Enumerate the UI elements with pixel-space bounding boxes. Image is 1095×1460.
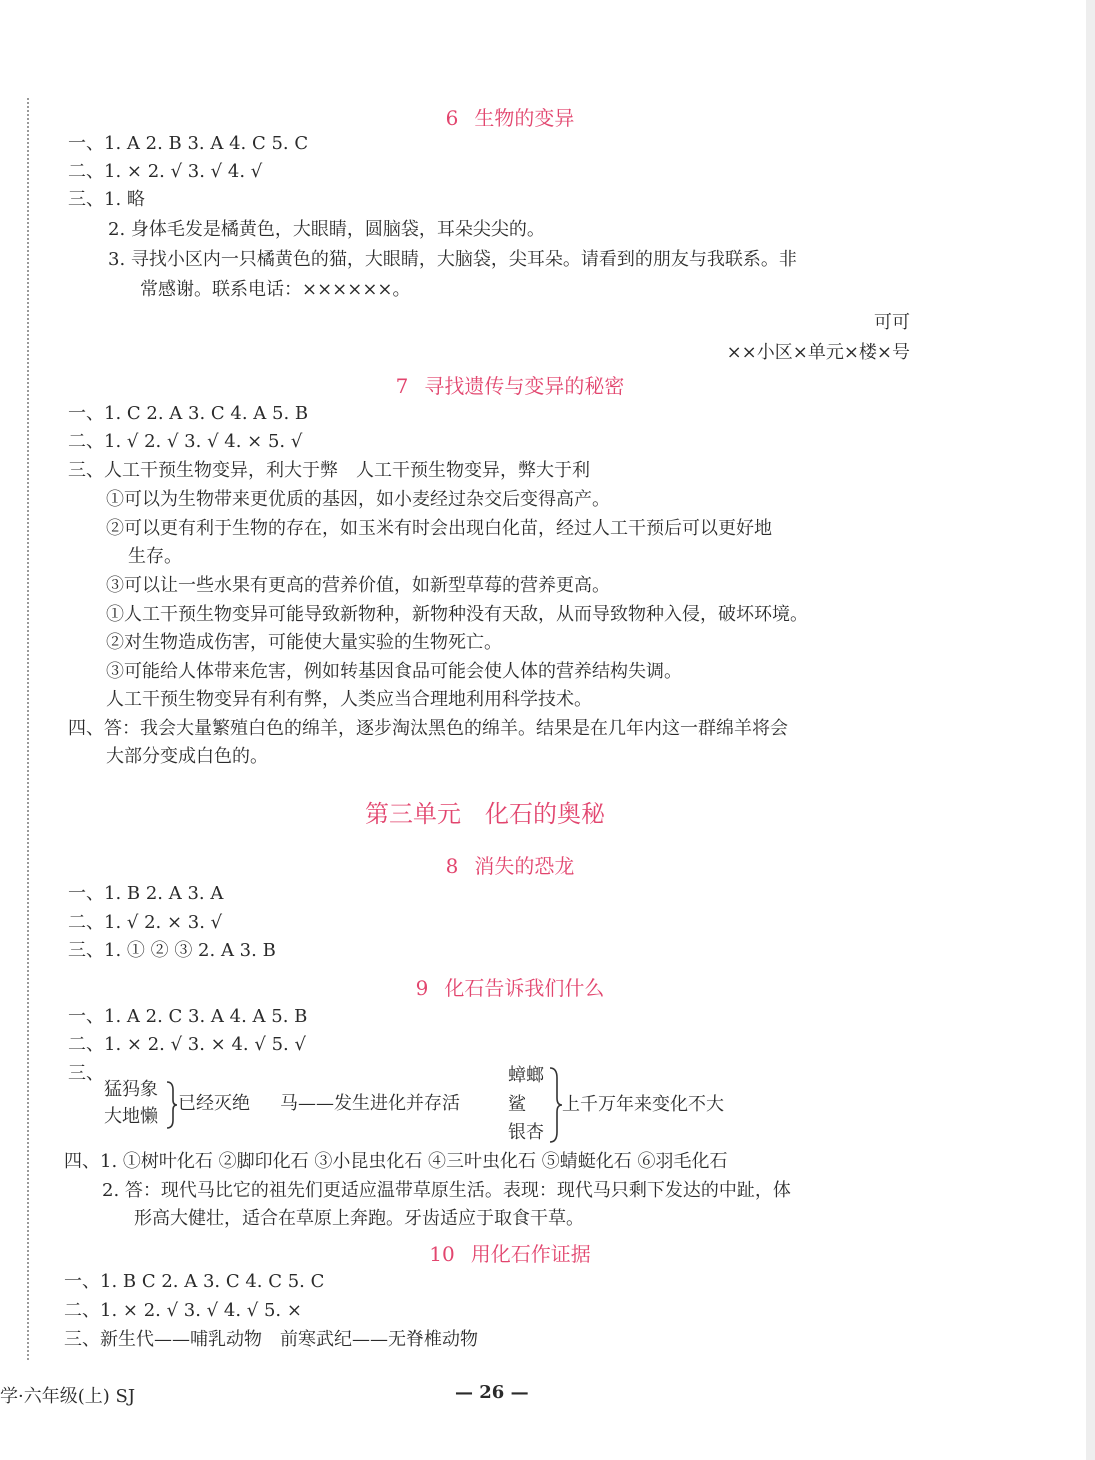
s7-line-12: 四、答：我会大量繁殖白色的绵羊，逐步淘汰黑色的绵羊。结果是在几年内这一群绵羊将会 xyxy=(68,718,788,739)
s8-line-2: 二、1. √ 2. × 3. √ xyxy=(68,912,223,933)
s9-line-1: 一、1. A 2. C 3. A 4. A 5. B xyxy=(68,1006,308,1027)
unit-3-label: 第三单元 xyxy=(365,800,461,828)
s9-line-3-label: 三、 xyxy=(68,1063,104,1084)
s7-line-3: 三、人工干预生物变异，利大于弊 人工干预生物变异，弊大于利 xyxy=(68,460,590,481)
section-8-heading xyxy=(0,850,1020,879)
s8-line-1: 一、1. B 2. A 3. A xyxy=(68,883,224,904)
section-9-number: 9 xyxy=(415,976,429,1000)
s9-line-4: 四、1. ①树叶化石 ②脚印化石 ③小昆虫化石 ④三叶虫化石 ⑤蜻蜓化石 ⑥羽毛化石 xyxy=(64,1151,728,1172)
section-8-title: 消失的恐龙 xyxy=(474,854,575,878)
footer-book-label: 学·六年级(上) SJ xyxy=(0,1386,136,1407)
footer-page-number: — 26 — xyxy=(455,1382,529,1403)
unchanged-item-1: 蟑螂 xyxy=(508,1065,544,1086)
unchanged-item-2: 鲨 xyxy=(508,1094,526,1115)
s9-line-6: 形高大健壮，适合在草原上奔跑。牙齿适应于取食干草。 xyxy=(134,1208,584,1229)
unchanged-result: 上千万年来变化不大 xyxy=(562,1094,724,1115)
section-10-number: 10 xyxy=(429,1242,455,1266)
unchanged-item-3: 银杏 xyxy=(508,1122,544,1143)
s7-line-5: ②可以更有利于生物的存在，如玉米有时会出现白化苗，经过人工干预后可以更好地 xyxy=(106,518,772,539)
section-6-heading xyxy=(0,102,1020,131)
s7-line-4: ①可以为生物带来更优质的基因，如小麦经过杂交后变得高产。 xyxy=(106,489,610,510)
s7-line-8: ①人工干预生物变异可能导致新物种，新物种没有天敌，从而导致物种入侵，破坏环境。 xyxy=(106,604,808,625)
s8-line-3: 三、1. ① ② ③ 2. A 3. B xyxy=(68,940,276,961)
s6-line-4: 2. 身体毛发是橘黄色，大眼睛，圆脑袋，耳朵尖尖的。 xyxy=(108,219,545,240)
section-9-title: 化石告诉我们什么 xyxy=(444,976,605,1000)
section-7-number: 7 xyxy=(395,374,409,398)
s9-line-5: 2. 答：现代马比它的祖先们更适应温带草原生活。表现：现代马只剩下发达的中趾，体 xyxy=(102,1180,791,1201)
s10-line-1: 一、1. B C 2. A 3. C 4. C 5. C xyxy=(64,1271,325,1292)
s7-line-11: 人工干预生物变异有利有弊，人类应当合理地利用科学技术。 xyxy=(106,689,592,710)
s7-line-2: 二、1. √ 2. √ 3. √ 4. × 5. √ xyxy=(68,431,303,452)
section-6-title: 生物的变异 xyxy=(474,106,575,130)
s6-signature-name: 可可 xyxy=(874,312,910,333)
s6-signature-address: ××小区×单元×楼×号 xyxy=(726,342,910,363)
s7-line-13: 大部分变成白色的。 xyxy=(106,746,268,767)
s7-line-1: 一、1. C 2. A 3. C 4. A 5. B xyxy=(68,403,309,424)
brace-extinct xyxy=(165,1080,179,1130)
s7-line-7: ③可以让一些水果有更高的营养价值，如新型草莓的营养更高。 xyxy=(106,575,610,596)
s6-line-5: 3. 寻找小区内一只橘黄色的猫，大眼睛，大脑袋，尖耳朵。请看到的朋友与我联系。非 xyxy=(108,249,797,270)
s10-line-3: 三、新生代——哺乳动物 前寒武纪——无脊椎动物 xyxy=(64,1329,478,1350)
s6-line-2: 二、1. × 2. √ 3. √ 4. √ xyxy=(68,161,263,182)
extinct-result: 已经灭绝 xyxy=(178,1093,250,1114)
section-9-heading xyxy=(0,972,1020,1001)
unit-3-title xyxy=(0,794,970,829)
s10-line-2: 二、1. × 2. √ 3. √ 4. √ 5. × xyxy=(64,1300,302,1321)
s7-line-9: ②对生物造成伤害，可能使大量实验的生物死亡。 xyxy=(106,632,502,653)
s9-line-2: 二、1. × 2. √ 3. × 4. √ 5. √ xyxy=(68,1034,306,1055)
section-7-heading xyxy=(0,370,1020,399)
s6-line-6: 常感谢。联系电话：××××××。 xyxy=(140,279,411,300)
s6-line-3: 三、1. 略 xyxy=(68,189,145,210)
page-edge xyxy=(1086,0,1095,1460)
unit-3-name: 化石的奥秘 xyxy=(485,800,605,828)
section-6-number: 6 xyxy=(445,106,459,130)
section-10-heading xyxy=(0,1238,1020,1267)
section-8-number: 8 xyxy=(445,854,459,878)
horse-evolved: 马——发生进化并存活 xyxy=(280,1093,460,1114)
section-10-title: 用化石作证据 xyxy=(470,1242,591,1266)
section-7-title: 寻找遗传与变异的秘密 xyxy=(424,374,625,398)
margin-dotted-line xyxy=(27,98,29,1360)
extinct-animal-2: 大地懒 xyxy=(104,1106,158,1127)
s7-line-6: 生存。 xyxy=(128,546,182,567)
s6-line-1: 一、1. A 2. B 3. A 4. C 5. C xyxy=(68,133,309,154)
extinct-animal-1: 猛犸象 xyxy=(104,1079,158,1100)
s7-line-10: ③可能给人体带来危害，例如转基因食品可能会使人体的营养结构失调。 xyxy=(106,661,682,682)
